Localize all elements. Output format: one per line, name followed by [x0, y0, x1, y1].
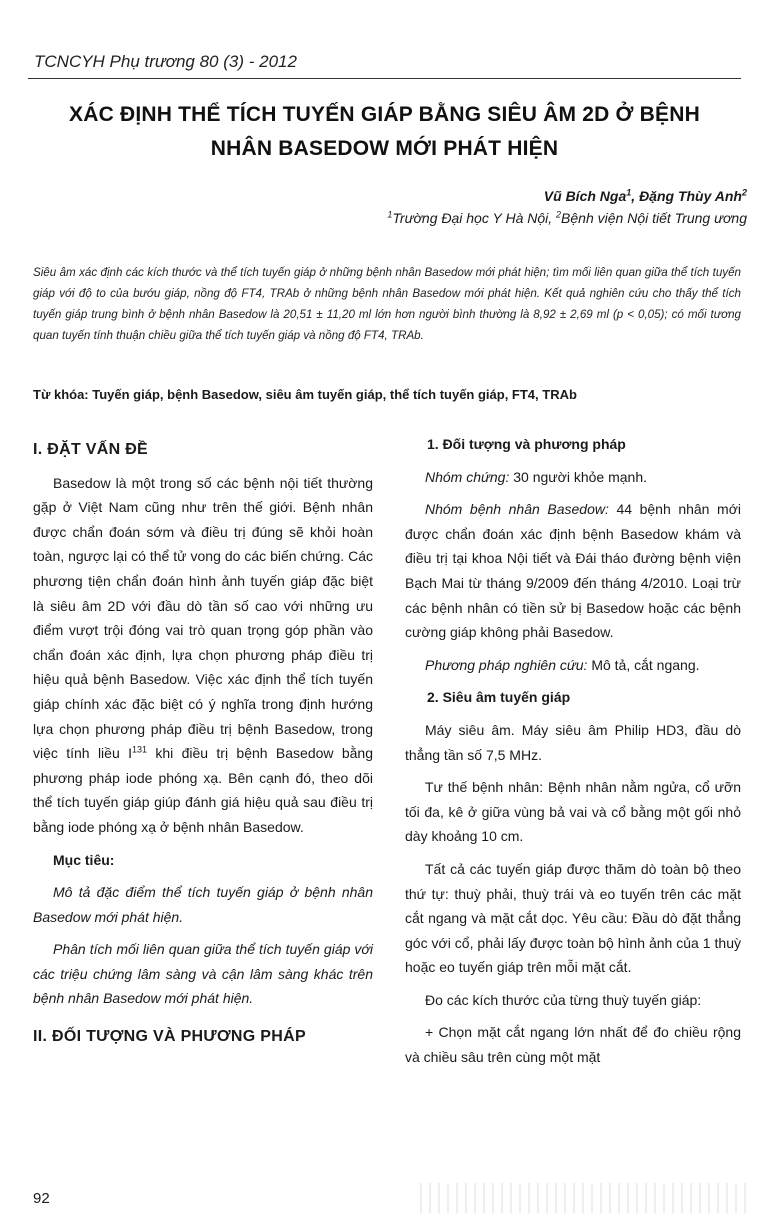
affiliation-1: Trường Đại học Y Hà Nội,	[392, 210, 557, 226]
control-group-text: 30 người khỏe mạnh.	[509, 468, 647, 485]
bullet-paragraph: + Chọn mặt cắt ngang lớn nhất để đo chiều rộng và chiều sâu trên cùng một mặt	[405, 1024, 741, 1066]
affiliations	[387, 210, 747, 226]
title-line-2: NHÂN BASEDOW MỚI PHÁT HIỆN	[210, 137, 559, 160]
subsection-heading-ultrasound: 2. Siêu âm tuyến giáp	[427, 689, 571, 706]
author-1: Vũ Bích Nga	[543, 188, 627, 204]
method-paragraph	[405, 653, 741, 678]
intro-paragraph	[33, 471, 373, 840]
objective-1: Mô tả đặc điểm thể tích tuyến giáp ở bệnh nhân Basedow mới phát hiện.	[33, 884, 373, 925]
section-heading-intro: I. ĐẶT VẤN ĐỀ	[33, 441, 149, 458]
section-heading-methods: II. ĐỐI TƯỢNG VÀ PHƯƠNG PHÁP	[33, 1028, 306, 1046]
machine-paragraph: Máy siêu âm. Máy siêu âm Philip HD3, đầu dò thẳng tần số 7,5 MHz.	[405, 721, 741, 763]
intro-text-a: Basedow là một trong số các bệnh nội tiết thường gặp ở Việt Nam cũng như trên thế giới. Bệnh nhân được chẩn đoán sớm và điều trị đúng sẽ khỏi hoàn toàn, ngược lại có thể tử vong do các biến chứng. Các phương tiện chẩn đoán hình ảnh tuyến giáp đặc biệt là siêu âm 2D với đầu dò tần số cao với những ưu điểm vượt trội đóng vai trò quan trọng góp phần vào chẩn đoán xác định, lựa chọn phương pháp điều trị hiệu quả bệnh Basedow. Việc xác định thể tích tuyến giáp chính xác đặc biệt có ý nghĩa trong định hướng lựa chọn phương pháp điều trị bệnh Basedow, trong việc tính liều I	[33, 474, 373, 762]
method-label: Phương pháp nghiên cứu:	[425, 656, 588, 673]
author-list	[544, 188, 747, 204]
header-divider	[28, 78, 741, 79]
affiliation-2: Bệnh viện Nội tiết Trung ương	[561, 210, 747, 226]
measure-paragraph: Đo các kích thước của từng thuỳ tuyến giáp:	[425, 991, 702, 1008]
title-line-1: XÁC ĐỊNH THỂ TÍCH TUYẾN GIÁP BẰNG SIÊU ÂM 2D Ở BỆNH	[69, 103, 700, 126]
objective-2: Phân tích mối liên quan giữa thể tích tuyến giáp với các triệu chứng lâm sàng và cận lâm sàng khác trên bệnh nhân Basedow mới phát hiện.	[33, 941, 373, 1007]
left-column	[33, 438, 373, 1058]
abstract: Siêu âm xác định các kích thước và thể tích tuyến giáp ở những bệnh nhân Basedow mới phát hiện; tìm mối liên quan giữa thể tích tuyến giáp với độ to của bướu giáp, nồng độ FT4, TRAb ở những bệnh nhân Basedow mới phát hiện. Kết quả nghiên cứu cho thấy thể tích tuyến giáp trung bình ở bệnh nhân Basedow là 20,51 ± 11,20 ml lớn hơn người bình thường là 8,92 ± 2,69 ml (p < 0,05); có mối tương quan tuyến tính thuận chiều giữa thể tích tuyến giáp và nồng độ FT4, TRAb.	[33, 266, 741, 342]
affiliation-1-mark: 1	[387, 209, 393, 220]
author-1-mark: 1	[626, 187, 632, 198]
right-column	[405, 432, 741, 1078]
control-group-paragraph	[405, 465, 741, 490]
author-2: Đặng Thùy Anh	[639, 188, 742, 204]
method-text: Mô tả, cắt ngang.	[587, 656, 700, 673]
affiliation-2-mark: 2	[556, 209, 562, 220]
article-title	[30, 98, 739, 166]
scan-paragraph: Tất cả các tuyến giáp được thăm dò toàn bộ theo thứ tự: thuỳ phải, thuỳ trái và eo tuyến trên các mặt cắt ngang và mặt cắt dọc. Yêu cầu: Đầu dò đặt thẳng góc với cổ, phải lấy được toàn bộ hình ảnh của 1 thuỳ hoặc eo tuyến giáp trên mỗi mặt cắt.	[405, 860, 741, 976]
author-2-mark: 2	[741, 187, 747, 198]
control-group-label: Nhóm chứng:	[425, 468, 510, 485]
page-number: 92	[33, 1190, 50, 1207]
journal-header: TCNCYH Phụ trương 80 (3) - 2012	[34, 52, 297, 71]
author-separator: ,	[631, 188, 640, 204]
keywords: Từ khóa: Tuyến giáp, bệnh Basedow, siêu âm tuyến giáp, thể tích tuyến giáp, FT4, TRAb	[33, 387, 577, 402]
patient-group-paragraph	[405, 497, 741, 645]
subsection-heading-subjects: 1. Đối tượng và phương pháp	[427, 436, 626, 452]
patient-group-label: Nhóm bệnh nhân Basedow:	[425, 501, 609, 518]
scan-noise-artifact	[420, 1183, 750, 1213]
objectives-heading: Mục tiêu:	[53, 851, 115, 868]
iodine-isotope-superscript: 131	[131, 744, 148, 755]
patient-group-text: 44 bệnh nhân mới được chẩn đoán xác định bệnh Basedow khám và điều trị tại khoa Nội tiết và Đái tháo đường bệnh viện Bạch Mai từ tháng 9/2009 đến tháng 4/2010. Loại trừ các bệnh nhân có tiền sử bị Basedow hoặc các bệnh cường giáp không phải Basedow.	[405, 501, 741, 641]
intro-text-b: khi điều trị bệnh Basedow bằng phương pháp iode phóng xạ. Bên cạnh đó, theo dõi thể tích tuyến giáp giúp đánh giá hiệu quả sau điều trị bằng iode phóng xạ ở bệnh nhân Basedow.	[33, 745, 374, 835]
position-paragraph: Tư thế bệnh nhân: Bệnh nhân nằm ngửa, cổ ưỡn tối đa, kê ở giữa vùng bả vai và cổ bằng một gối nhỏ dày khoảng 10 cm.	[405, 779, 741, 845]
